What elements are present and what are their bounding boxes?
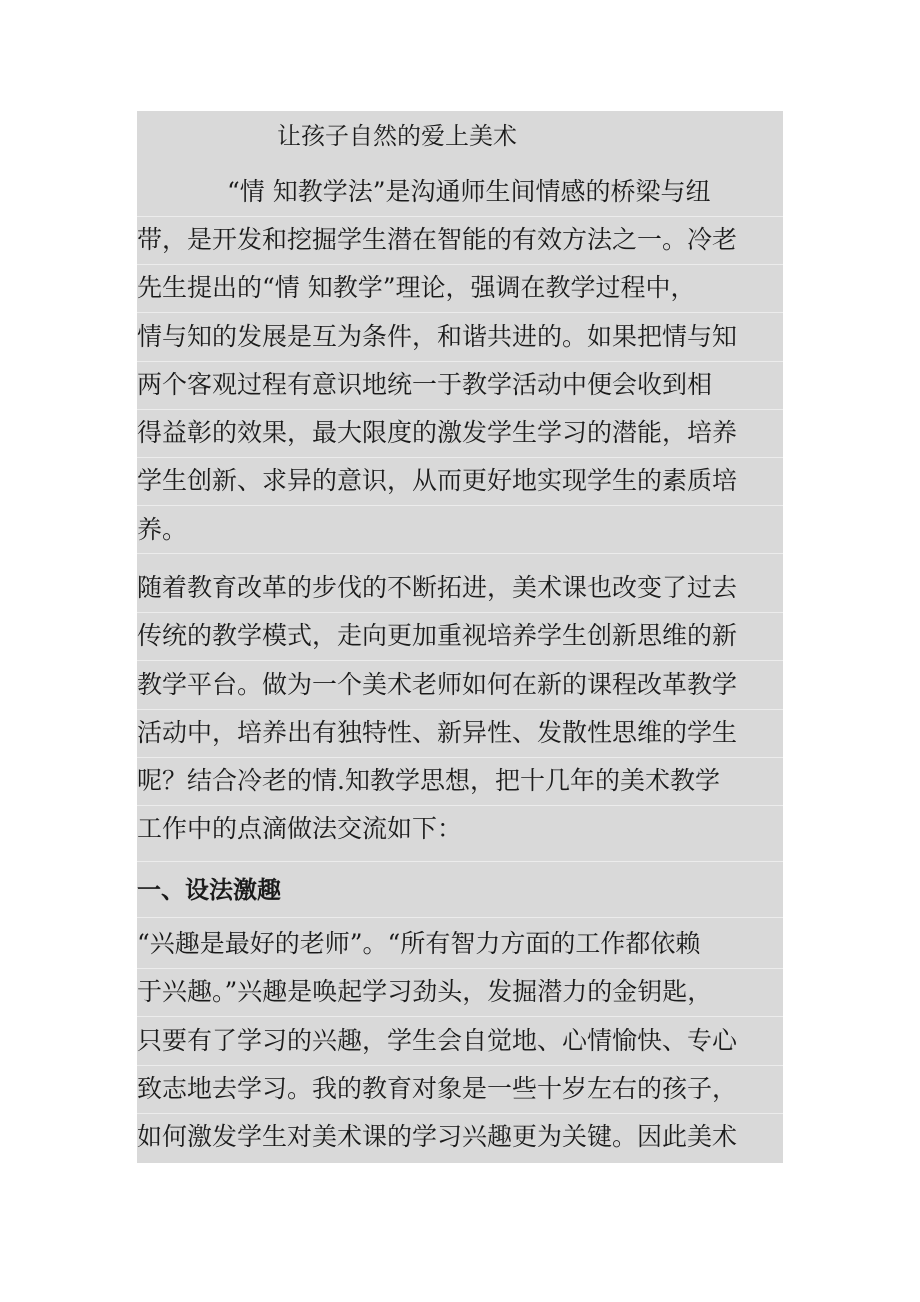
text-line: 得益彰的效果，最大限度的激发学生学习的潜能，培养: [137, 418, 738, 447]
line-divider: [137, 805, 783, 806]
text-line: 于兴趣。”兴趣是唤起学习劲头，发掘潜力的金钥匙，: [137, 977, 713, 1006]
text-line: 情与知的发展是互为条件，和谐共进的。如果把情与知: [137, 322, 738, 351]
line-divider: [137, 1016, 783, 1017]
text-line: 工作中的点滴做法交流如下：: [137, 814, 463, 843]
line-divider: [137, 968, 783, 969]
line-divider: [137, 361, 783, 362]
paragraph-divider: [137, 553, 783, 554]
text-line: “兴趣是最好的老师”。“所有智力方面的工作都依赖: [137, 929, 701, 958]
line-divider: [137, 264, 783, 265]
text-line: 随着教育改革的步伐的不断拓进，美术课也改变了过去: [137, 573, 738, 602]
text-line: 养。: [137, 515, 188, 544]
line-divider: [137, 409, 783, 410]
text-line: 致志地去学习。我的教育对象是一些十岁左右的孩子，: [137, 1074, 738, 1103]
line-divider: [137, 1065, 783, 1066]
line-divider: [137, 757, 783, 758]
line-divider: [137, 505, 783, 506]
text-line: “情 知教学法”是沟通师生间情感的桥梁与纽: [227, 177, 711, 206]
line-divider: [137, 457, 783, 458]
paragraph-divider: [137, 917, 783, 918]
line-divider: [137, 216, 783, 217]
text-line: 学生创新、求异的意识，从而更好地实现学生的素质培: [137, 466, 738, 495]
text-line: 带，是开发和挖掘学生潜在智能的有效方法之一。冷老: [137, 225, 738, 254]
text-line: 只要有了学习的兴趣，学生会自觉地、心情愉快、专心: [137, 1026, 738, 1055]
section-heading: 一、设法激趣: [137, 876, 281, 904]
text-line: 传统的教学模式，走向更加重视培养学生创新思维的新: [137, 621, 738, 650]
paragraph-divider: [137, 861, 783, 862]
text-line: 呢？结合冷老的情.知教学思想，把十几年的美术教学: [137, 766, 720, 795]
text-line: 先生提出的“情 知教学”理论，强调在教学过程中，: [137, 273, 696, 302]
line-divider: [137, 709, 783, 710]
text-line: 如何激发学生对美术课的学习兴趣更为关键。因此美术: [137, 1122, 738, 1151]
line-divider: [137, 660, 783, 661]
text-line: 教学平台。做为一个美术老师如何在新的课程改革教学: [137, 670, 738, 699]
line-divider: [137, 1113, 783, 1114]
text-line: 两个客观过程有意识地统一于教学活动中便会收到相: [137, 370, 713, 399]
text-line: 活动中，培养出有独特性、新异性、发散性思维的学生: [137, 718, 738, 747]
document-body: [137, 111, 783, 1163]
document-title: 让孩子自然的爱上美术: [277, 122, 517, 150]
line-divider: [137, 312, 783, 313]
line-divider: [137, 612, 783, 613]
